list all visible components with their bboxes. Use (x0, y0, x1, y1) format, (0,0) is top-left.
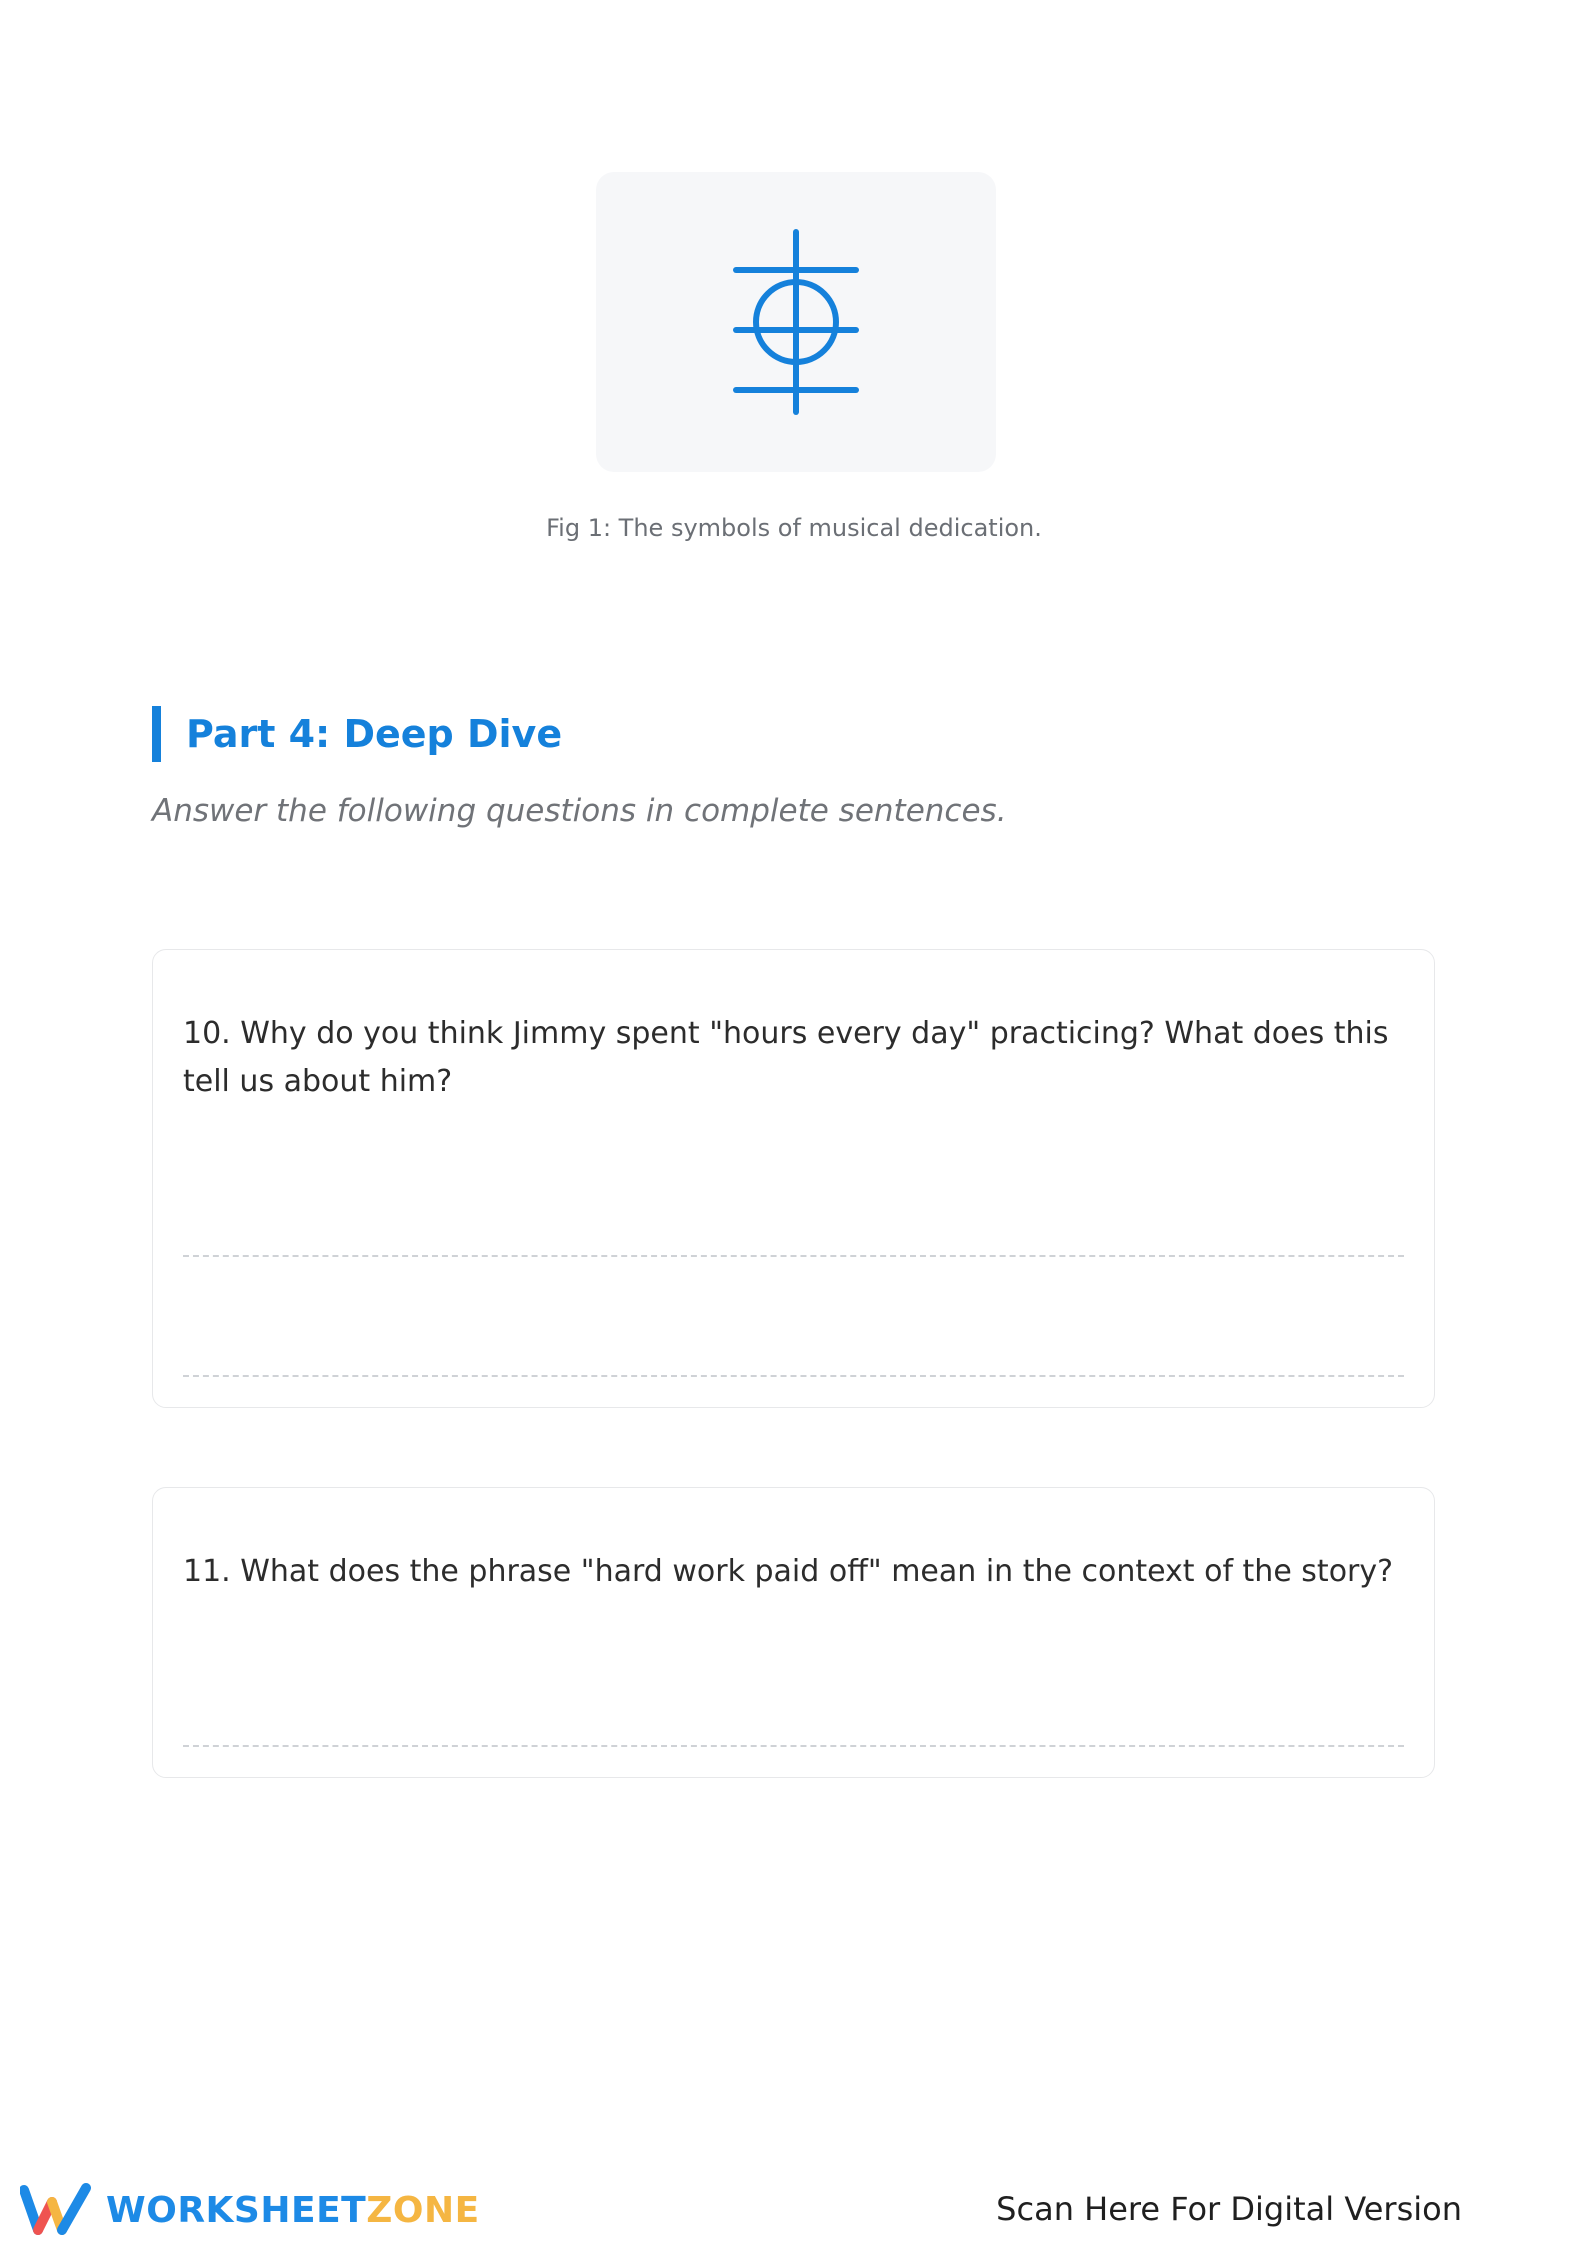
section-instructions: Answer the following questions in complete sentences. (152, 793, 1007, 829)
question-card-11 (152, 1487, 1435, 1778)
music-symbol-icon (596, 172, 996, 472)
brand-name (106, 2190, 480, 2231)
question-text: 11. What does the phrase "hard work paid off" mean in the context of the story? (183, 1554, 1394, 1589)
figure-image (596, 172, 996, 472)
worksheetzone-logo-icon (20, 2182, 92, 2238)
section-accent-bar (152, 706, 161, 762)
section-title: Part 4: Deep Dive (186, 712, 563, 756)
scan-digital-version-text[interactable]: Scan Here For Digital Version (996, 2190, 1462, 2228)
question-card-10 (152, 949, 1435, 1408)
figure-caption: Fig 1: The symbols of musical dedication. (546, 514, 1042, 542)
question-text: 10. Why do you think Jimmy spent "hours every day" practicing? What does this tell us about him? (183, 1016, 1389, 1099)
brand-name-part1: WORKSHEET (106, 2189, 367, 2231)
answer-line[interactable] (183, 1745, 1404, 1747)
answer-line[interactable] (183, 1255, 1404, 1257)
footer-logo[interactable] (20, 2180, 480, 2240)
brand-name-part2: ZONE (366, 2189, 480, 2231)
answer-line[interactable] (183, 1375, 1404, 1377)
